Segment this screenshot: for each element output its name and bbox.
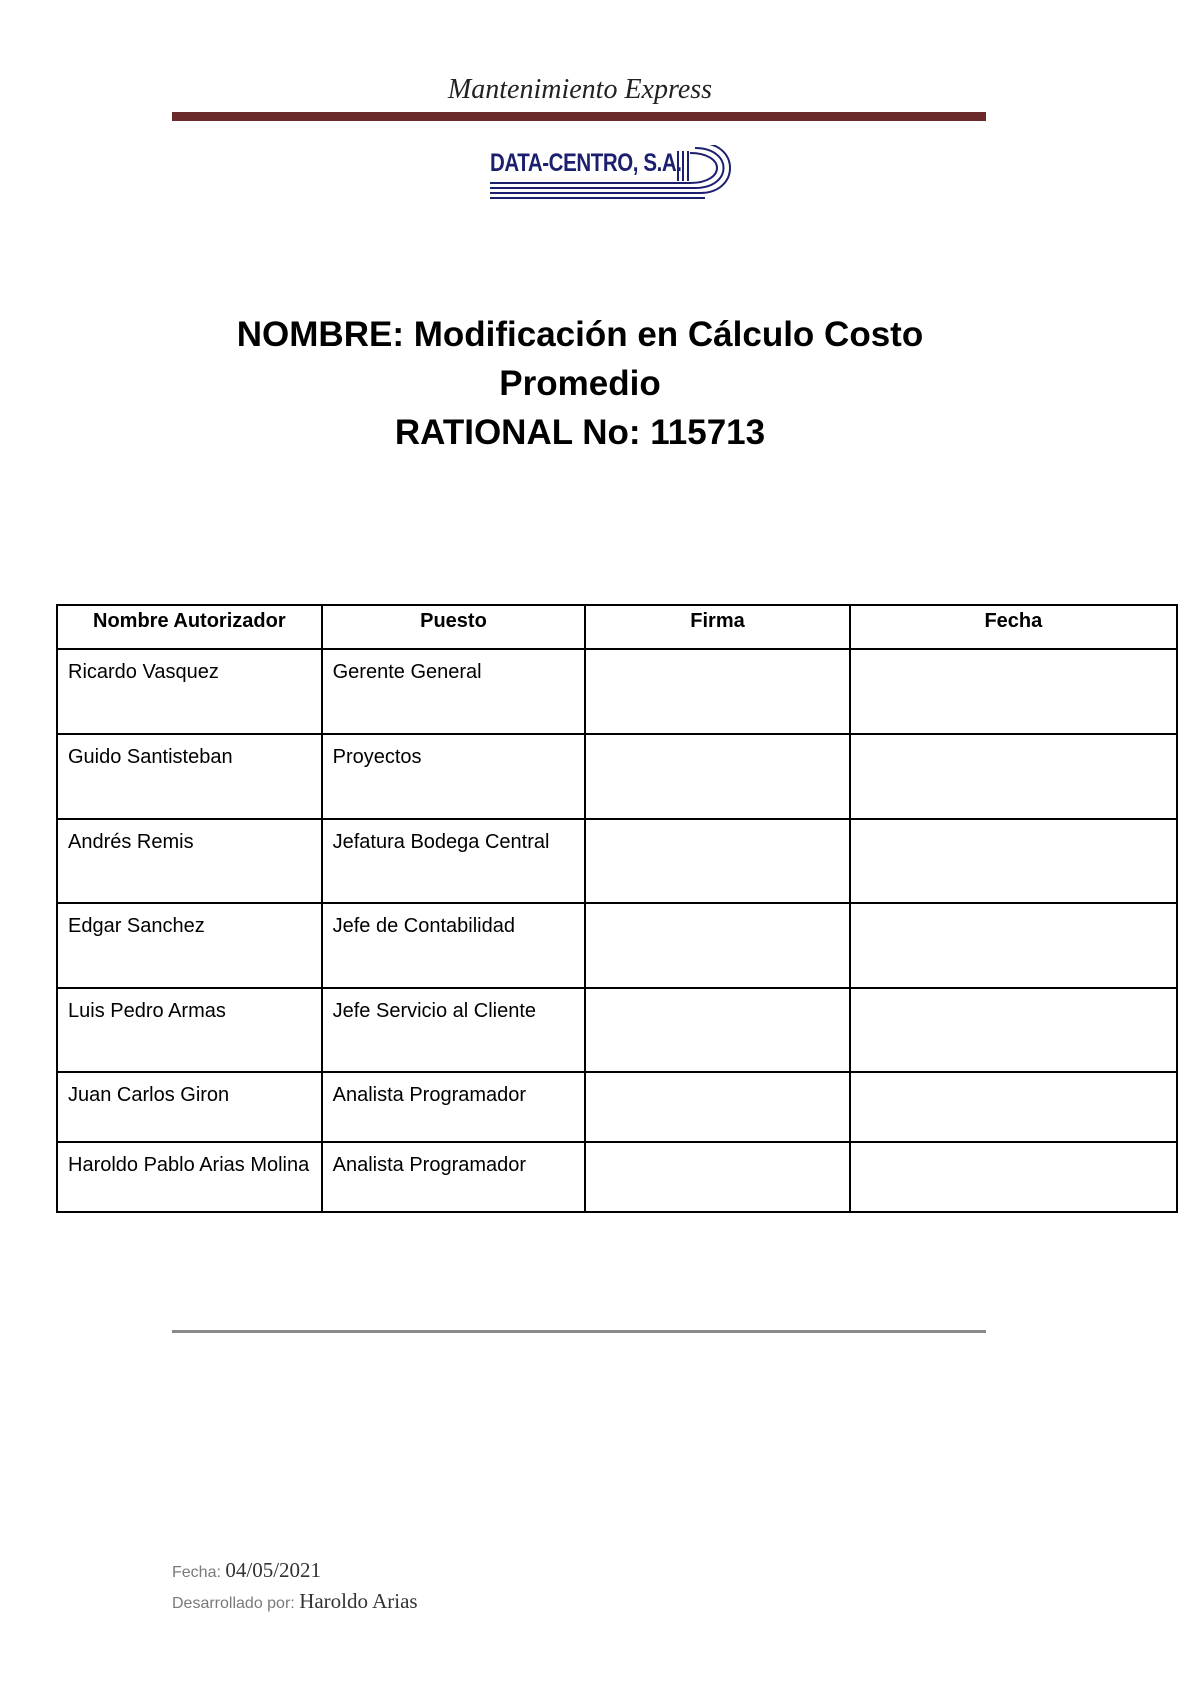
footer-fecha-value: 04/05/2021 bbox=[225, 1558, 322, 1582]
footer-fecha-label: Fecha: bbox=[172, 1564, 221, 1581]
cell-fecha bbox=[850, 903, 1177, 988]
cell-firma bbox=[585, 649, 849, 734]
cell-puesto: Analista Programador bbox=[322, 1142, 586, 1212]
cell-fecha bbox=[850, 734, 1177, 819]
cell-nombre: Luis Pedro Armas bbox=[57, 988, 322, 1072]
footer-fecha-line bbox=[172, 1556, 418, 1587]
cell-firma bbox=[585, 1142, 849, 1212]
table-row bbox=[57, 988, 1177, 1072]
document-header-title: Mantenimiento Express bbox=[447, 74, 713, 105]
authorization-table bbox=[56, 604, 1178, 1213]
table-row bbox=[57, 903, 1177, 988]
table-row bbox=[57, 649, 1177, 734]
cell-fecha bbox=[850, 1142, 1177, 1212]
table-header-row bbox=[57, 605, 1177, 649]
company-logo bbox=[490, 145, 740, 201]
column-header-firma: Firma bbox=[585, 605, 849, 649]
document-title bbox=[130, 310, 1030, 457]
logo-wordmark: DATA-CENTRO, S.A. bbox=[490, 149, 682, 177]
cell-nombre: Andrés Remis bbox=[57, 819, 322, 903]
cell-fecha bbox=[850, 1072, 1177, 1142]
cell-puesto: Proyectos bbox=[322, 734, 586, 819]
table-row bbox=[57, 734, 1177, 819]
table-row bbox=[57, 819, 1177, 903]
column-header-fecha: Fecha bbox=[850, 605, 1177, 649]
cell-firma bbox=[585, 819, 849, 903]
title-line-2: Promedio bbox=[499, 364, 661, 403]
footer-dev-value: Haroldo Arias bbox=[299, 1589, 418, 1613]
cell-firma bbox=[585, 903, 849, 988]
column-header-nombre: Nombre Autorizador bbox=[57, 605, 322, 649]
footer-rule bbox=[172, 1330, 986, 1333]
column-header-puesto: Puesto bbox=[322, 605, 586, 649]
document-footer bbox=[172, 1556, 418, 1618]
table-row bbox=[57, 1142, 1177, 1212]
cell-nombre: Haroldo Pablo Arias Molina bbox=[57, 1142, 322, 1212]
cell-puesto: Gerente General bbox=[322, 649, 586, 734]
footer-dev-line bbox=[172, 1587, 418, 1618]
cell-firma bbox=[585, 988, 849, 1072]
cell-fecha bbox=[850, 819, 1177, 903]
header-rule bbox=[172, 112, 986, 121]
cell-fecha bbox=[850, 649, 1177, 734]
title-line-3: RATIONAL No: 115713 bbox=[394, 413, 766, 452]
cell-nombre: Guido Santisteban bbox=[57, 734, 322, 819]
cell-firma bbox=[585, 734, 849, 819]
cell-puesto: Jefatura Bodega Central bbox=[322, 819, 586, 903]
cell-nombre: Ricardo Vasquez bbox=[57, 649, 322, 734]
cell-puesto: Jefe Servicio al Cliente bbox=[322, 988, 586, 1072]
title-line-1: NOMBRE: Modificación en Cálculo Costo bbox=[236, 315, 924, 354]
cell-firma bbox=[585, 1072, 849, 1142]
cell-fecha bbox=[850, 988, 1177, 1072]
footer-dev-label: Desarrollado por: bbox=[172, 1595, 295, 1612]
cell-puesto: Jefe de Contabilidad bbox=[322, 903, 586, 988]
cell-nombre: Juan Carlos Giron bbox=[57, 1072, 322, 1142]
cell-puesto: Analista Programador bbox=[322, 1072, 586, 1142]
cell-nombre: Edgar Sanchez bbox=[57, 903, 322, 988]
table-row bbox=[57, 1072, 1177, 1142]
